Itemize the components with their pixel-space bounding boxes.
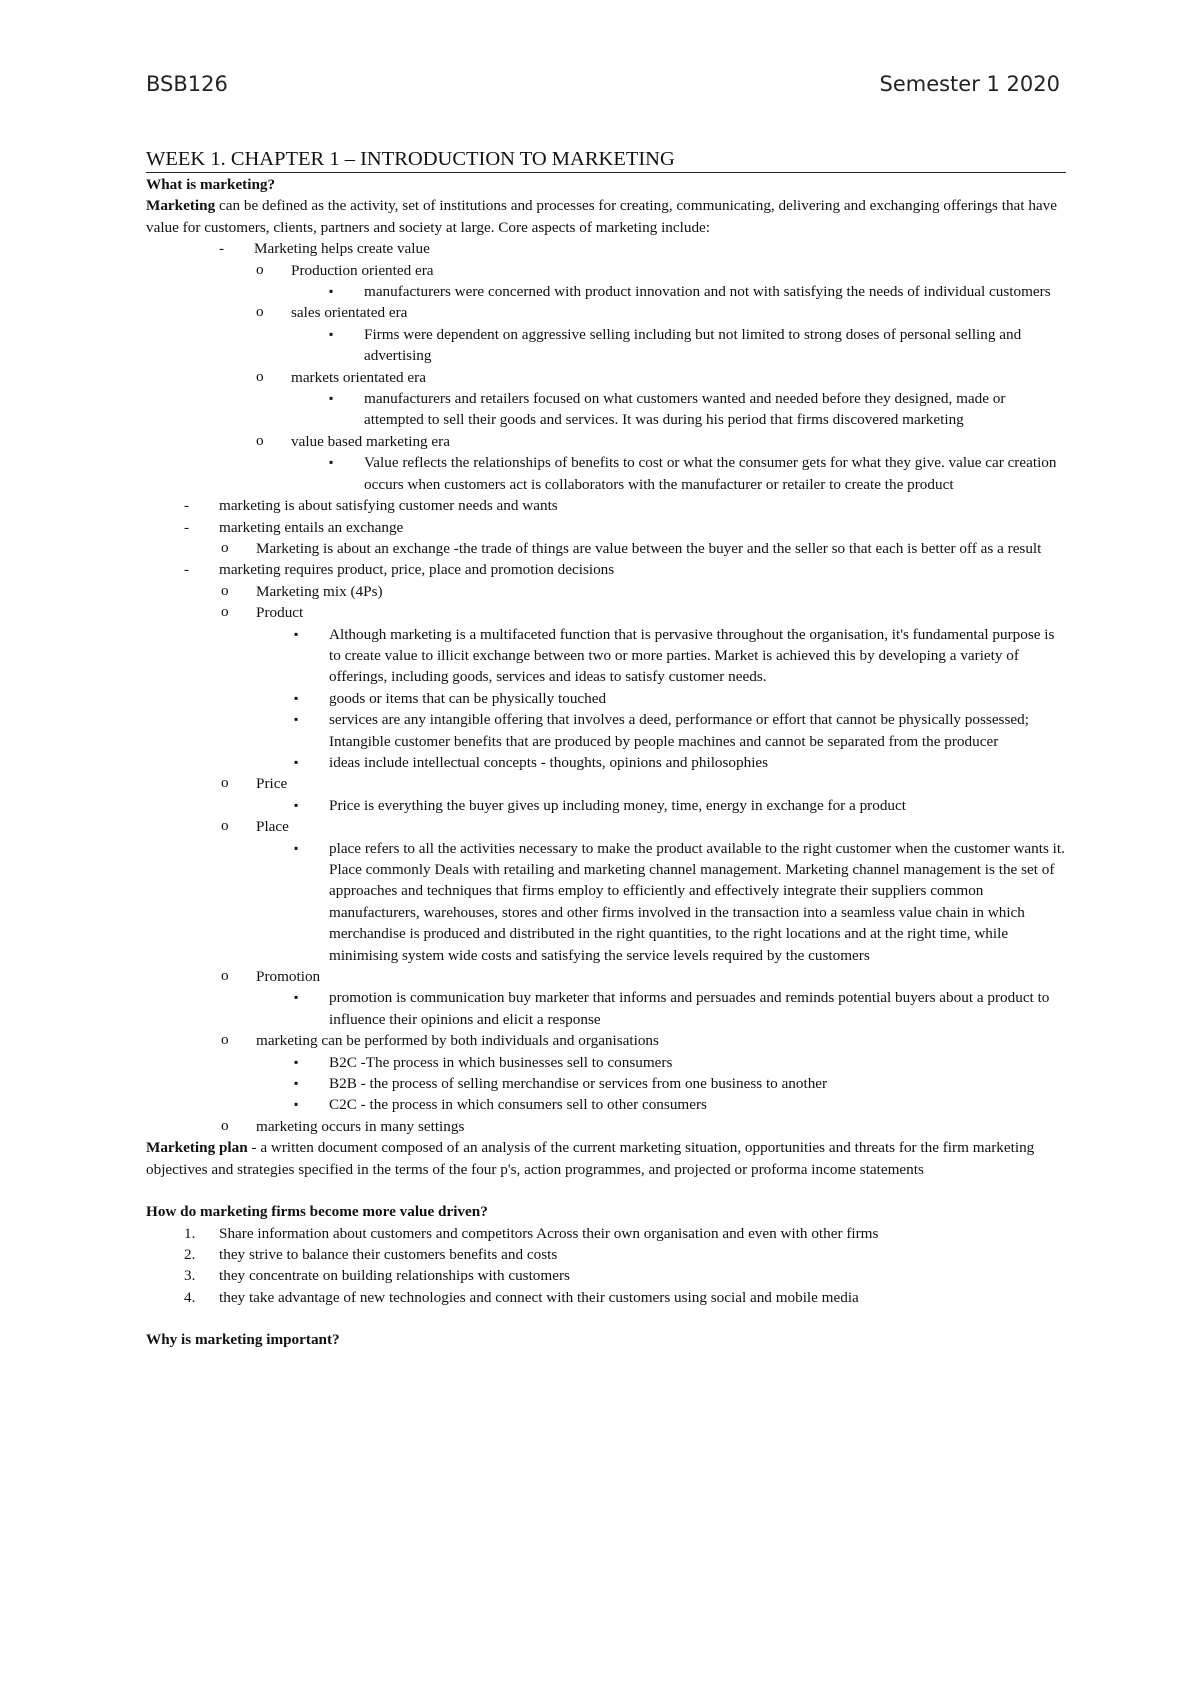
list-item: [146, 517, 1066, 560]
semester-label: Semester 1 2020: [879, 72, 1060, 96]
list-item: [254, 302, 1066, 366]
list-item: ▪ Firms were dependent on aggressive selling including but not limited to strong doses of personal selling and advertising: [291, 324, 1066, 367]
list-item: [146, 559, 1066, 1137]
list-item: [219, 773, 1066, 816]
list-item: o Marketing is about an exchange -the trade of things are value between the buyer and the seller so that each is better off as a result: [219, 538, 1066, 559]
list-text: they strive to balance their customers benefits and costs: [219, 1245, 558, 1263]
marketing-definition: [146, 195, 1066, 238]
list-text: they concentrate on building relationships with customers: [219, 1267, 570, 1285]
list-item: ▪ goods or items that can be physically touched: [256, 688, 1066, 709]
list-item: o marketing occurs in many settings: [219, 1116, 1066, 1137]
marketing-mix-list: [219, 581, 1066, 1138]
eras-list: [254, 260, 1066, 495]
list-item: [146, 238, 1066, 495]
list-item: ▪ B2C -The process in which businesses sell to consumers: [256, 1052, 1066, 1073]
chapter-title: WEEK 1. CHAPTER 1 – INTRODUCTION TO MARKETING: [146, 147, 1066, 173]
era-label: markets orientated era: [291, 368, 426, 386]
mix-label-place: Place: [256, 818, 289, 836]
list-item-label: Marketing helps create value: [254, 240, 430, 258]
mix-label-promotion: Promotion: [256, 968, 321, 986]
list-item: ▪ Price is everything the buyer gives up including money, time, energy in exchange for a product: [256, 795, 1066, 816]
list-item: ▪ Although marketing is a multifaceted function that is pervasive throughout the organisation, it's fundamental purpose is to create value to illicit exchange between two or more parties. Market is achieved this by developing a variety of offerings, including goods, services and ideas to satisfy customer needs.: [256, 624, 1066, 688]
list-item: ▪ Value reflects the relationships of benefits to cost or what the consumer gets for what they give. value car creation occurs when customers act is collaborators with the manufacturer or retailer to create the product: [291, 452, 1066, 495]
list-item-label: marketing requires product, price, place and promotion decisions: [219, 561, 615, 579]
core-aspects-list: [146, 238, 1066, 1137]
plan-term: Marketing plan: [146, 1139, 248, 1157]
list-item: o Marketing mix (4Ps): [219, 581, 1066, 602]
list-number: 4.: [184, 1288, 196, 1306]
list-item-label: marketing entails an exchange: [219, 518, 404, 536]
list-item: [254, 260, 1066, 303]
list-item: [146, 1265, 1066, 1286]
list-item: [254, 367, 1066, 431]
list-item: [146, 1223, 1066, 1244]
course-code: BSB126: [146, 72, 228, 96]
list-number: 1.: [184, 1224, 196, 1242]
list-item: [146, 1287, 1066, 1308]
list-item: ▪ C2C - the process in which consumers sell to other consumers: [256, 1094, 1066, 1115]
list-item: ▪ manufacturers and retailers focused on what customers wanted and needed before they designed, made or attempted to sell their goods and services. It was during his period that firms discovered marketing: [291, 388, 1066, 431]
list-item: [219, 602, 1066, 773]
value-driven-list: [146, 1223, 1066, 1309]
list-item: ▪ ideas include intellectual concepts - thoughts, opinions and philosophies: [256, 752, 1066, 773]
plan-text: - a written document composed of an analysis of the current marketing situation, opportunities and threats for the firm marketing objectives and strategies specified in the terms of the four p's, action programmes, and projected or proforma income statements: [146, 1139, 1035, 1178]
list-item: [146, 1244, 1066, 1265]
list-item-label: marketing can be performed by both individuals and organisations: [256, 1032, 659, 1050]
list-item: ▪ services are any intangible offering that involves a deed, performance or effort that cannot be physically possessed; Intangible customer benefits that are produced by people machines and cannot be separated from the producer: [256, 709, 1066, 752]
mix-label-product: Product: [256, 604, 304, 622]
section-heading-what: What is marketing?: [146, 176, 276, 193]
definition-text: can be defined as the activity, set of institutions and processes for creating, communicating, delivering and exchanging offerings that have value for customers, clients, partners and society at large. Core aspects of marketing include:: [146, 197, 1057, 236]
era-label: sales orientated era: [291, 304, 408, 322]
mix-label-price: Price: [256, 775, 288, 793]
list-item: ▪ promotion is communication buy marketer that informs and persuades and reminds potential buyers about a product to influence their opinions and elicit a response: [256, 987, 1066, 1030]
section-heading-value-driven: How do marketing firms become more value driven?: [146, 1203, 488, 1221]
document-body: [146, 147, 1066, 1351]
list-item: [219, 1030, 1066, 1116]
list-text: Share information about customers and competitors Across their own organisation and even with other firms: [219, 1224, 879, 1242]
list-text: they take advantage of new technologies and connect with their customers using social and mobile media: [219, 1288, 859, 1306]
section-heading-important: Why is marketing important?: [146, 1331, 340, 1349]
era-label: Production oriented era: [291, 261, 434, 279]
definition-term: Marketing: [146, 197, 216, 215]
era-label: value based marketing era: [291, 432, 450, 450]
list-item: [219, 966, 1066, 1030]
list-number: 3.: [184, 1267, 196, 1285]
list-number: 2.: [184, 1245, 196, 1263]
list-item: ▪ place refers to all the activities necessary to make the product available to the right customer when the customer wants it. Place commonly Deals with retailing and marketing channel management. Marketing channel management is the set of approaches and techniques that firms employ to efficiently and effectively integrate their suppliers common manufacturers, warehouses, stores and other firms involved in the transaction into a seamless value chain in which merchandise is produced and distributed in the right quantities, to the right locations and at the right time, while minimising system wide costs and satisfying the service levels required by the customers: [256, 838, 1066, 966]
marketing-plan-definition: [146, 1137, 1066, 1180]
list-item: ▪ B2B - the process of selling merchandise or services from one business to another: [256, 1073, 1066, 1094]
list-item: ▪ manufacturers were concerned with product innovation and not with satisfying the needs of individual customers: [291, 281, 1066, 302]
list-item: [219, 816, 1066, 966]
list-item: [254, 431, 1066, 495]
list-item: - marketing is about satisfying customer needs and wants: [146, 495, 1066, 516]
